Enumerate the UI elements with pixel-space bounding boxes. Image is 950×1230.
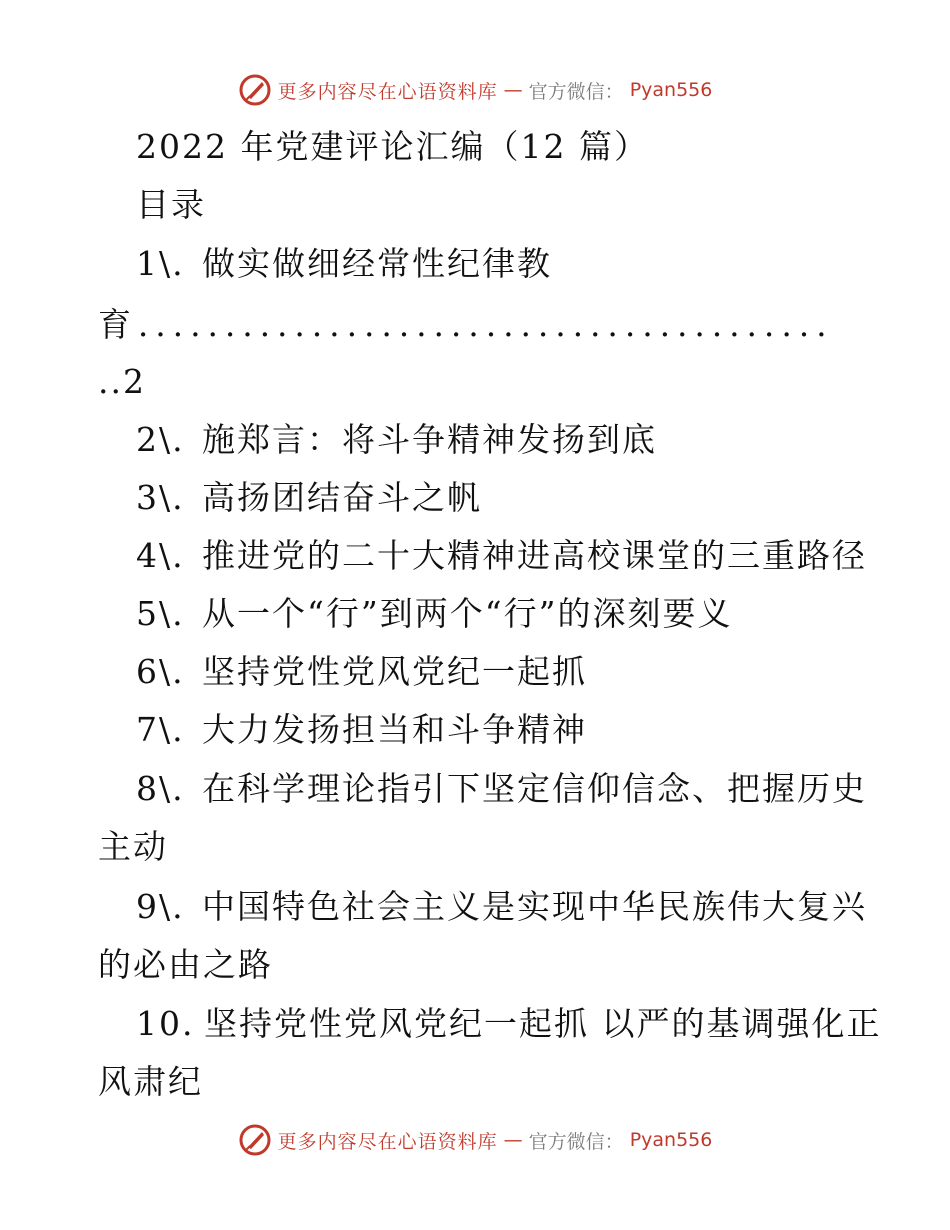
toc-entry-number: 3\. [136, 478, 185, 517]
watermark-wechat-id: Pyan556 [629, 1129, 713, 1151]
toc-entry-4[interactable] [136, 536, 867, 576]
toc-entry-10[interactable] [136, 1004, 882, 1044]
toc-entry-9[interactable] [136, 887, 867, 927]
toc-entry-number: 9\. [136, 887, 185, 926]
toc-entry-text: 坚持党性党风党纪一起抓 以严的基调强化正 [204, 1004, 882, 1043]
watermark-secondary-text: 官方微信： [528, 80, 624, 103]
toc-entry-10-continuation: 风肃纪 [98, 1062, 203, 1101]
document-title: 2022 年党建评论汇编（12 篇） [136, 127, 649, 166]
toc-heading: 目录 [136, 185, 206, 224]
toc-entry-7[interactable] [136, 710, 587, 750]
toc-entry-2[interactable] [136, 420, 657, 460]
toc-entry-text: 中国特色社会主义是实现中华民族伟大复兴 [202, 887, 867, 926]
toc-entry-text: 大力发扬担当和斗争精神 [202, 710, 587, 749]
watermark-wechat-id: Pyan556 [629, 79, 713, 101]
toc-entry-number: 7\. [136, 710, 185, 749]
watermark-separator: — [503, 79, 523, 101]
toc-entry-8-continuation: 主动 [98, 827, 168, 866]
toc-entry-number: 4\. [136, 536, 185, 575]
toc-entry-number: 1\. [136, 244, 185, 283]
toc-entry-number: 10. [136, 1004, 195, 1043]
toc-entry-number: 5\. [136, 594, 185, 633]
toc-entry-text: 从一个“行”到两个“行”的深刻要义 [202, 594, 733, 633]
toc-entry-number: 6\. [136, 652, 185, 691]
toc-entry-1-page: ..2 [98, 362, 146, 401]
watermark-banner-top [0, 70, 950, 110]
watermark-main-text: 更多内容尽在心语资料库 [277, 80, 498, 103]
toc-entry-number: 2\. [136, 420, 185, 459]
toc-entry-text: 施郑言：将斗争精神发扬到底 [202, 420, 657, 459]
toc-entry-6[interactable] [136, 652, 587, 692]
toc-entry-text: 在科学理论指引下坚定信仰信念、把握历史 [202, 769, 867, 808]
toc-entry-text: 坚持党性党风党纪一起抓 [202, 652, 587, 691]
quill-logo-icon [238, 1123, 272, 1157]
toc-entry-9-continuation: 的必由之路 [98, 945, 273, 984]
watermark-main-text: 更多内容尽在心语资料库 [277, 1130, 498, 1153]
watermark-secondary-text: 官方微信： [528, 1130, 624, 1153]
toc-entry-text: 做实做细经常性纪律教 [202, 244, 552, 283]
toc-entry-5[interactable] [136, 594, 732, 634]
toc-entry-text: 高扬团结奋斗之帆 [202, 478, 482, 517]
watermark-banner-bottom [0, 1120, 950, 1160]
watermark-separator: — [503, 1129, 523, 1151]
toc-entry-1-leader: 育........................................ [98, 305, 834, 344]
toc-entry-1[interactable] [136, 244, 552, 284]
toc-entry-8[interactable] [136, 769, 867, 809]
toc-entry-3[interactable] [136, 478, 482, 518]
quill-logo-icon [238, 73, 272, 107]
toc-entry-text: 推进党的二十大精神进高校课堂的三重路径 [202, 536, 867, 575]
toc-entry-number: 8\. [136, 769, 185, 808]
